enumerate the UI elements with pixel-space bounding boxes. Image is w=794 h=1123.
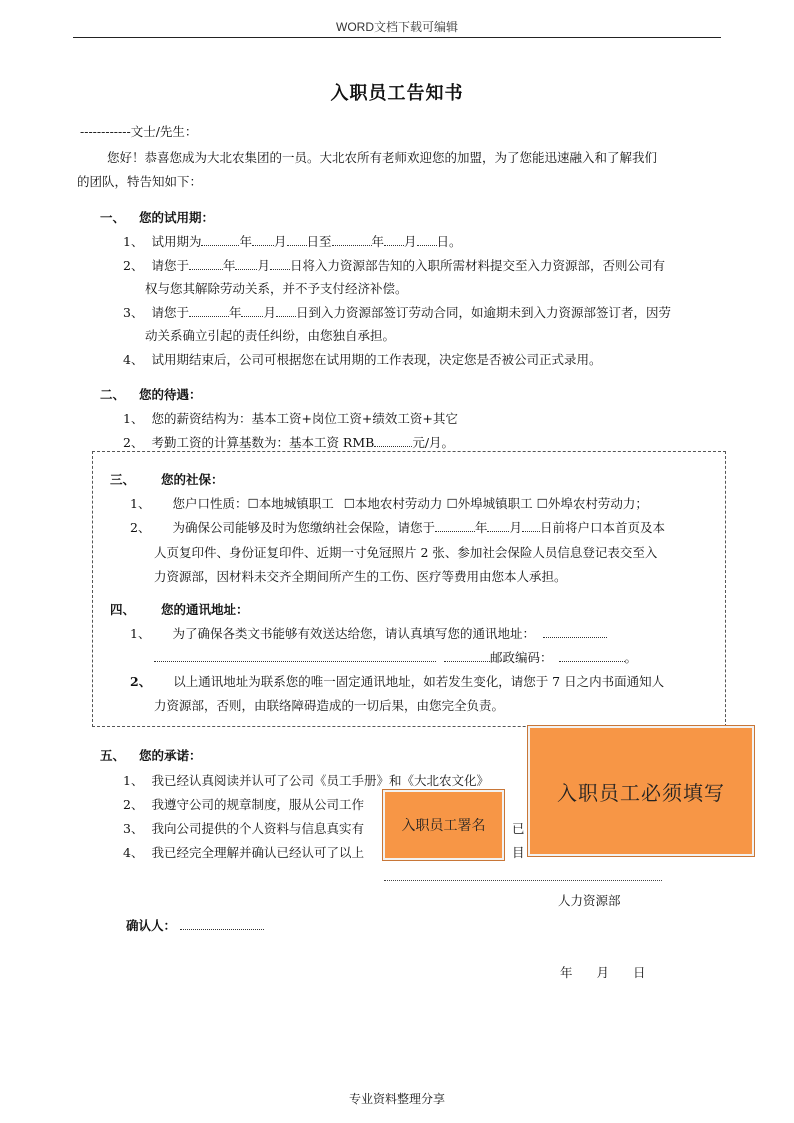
contract-year-field[interactable]: [189, 305, 229, 317]
s1-item-1-text: 试用期为: [151, 234, 202, 249]
s5-item-3-tail: 已: [512, 821, 525, 836]
s1-item-2-text: 请您于: [151, 258, 189, 273]
year-label: 年: [228, 305, 242, 320]
submit-day-field[interactable]: [270, 258, 290, 270]
hukou-option-4: 外埠农村劳动力；: [547, 496, 648, 511]
callout-must-fill: 入职员工必须填写: [528, 726, 754, 856]
header-rule: [73, 37, 721, 38]
s5-item-3-num: 3、: [123, 821, 144, 836]
s5-item-3: [123, 819, 364, 837]
trial-start-year-field[interactable]: [201, 234, 239, 246]
date-month-label: 月: [596, 965, 610, 980]
s1-item-3-text-cont: 日到入力资源部签订劳动合同，如逾期未到入力资源部签订者，因劳: [296, 305, 672, 320]
intro-line-1: 您好！恭喜您成为大北农集团的一员。大北农所有老师欢迎您的加盟，为了您能迅速融入和了解我们: [107, 150, 658, 165]
hukou-option-3: 外埠城镇职工: [457, 496, 533, 511]
s3-item-2-text: 为确保公司能够及时为您缴纳社会保险，请您于: [172, 520, 435, 535]
s3-item-2-line-2: 人页复印件、身份证复印件、近期一寸免冠照片 2 张、参加社会保险人员信息登记表交至入: [154, 545, 658, 560]
salutation-blank[interactable]: ------------: [80, 124, 131, 139]
s1-item-2: [123, 256, 665, 274]
s1-item-3-line-2: 动关系确立引起的责任纠纷，由您独自承担。: [145, 328, 396, 343]
trial-start-day-field[interactable]: [287, 234, 307, 246]
month-label: 月: [509, 520, 522, 535]
s2-item-2-num: 2、: [123, 435, 144, 450]
year-label: 年: [239, 234, 252, 249]
month-label: 月: [263, 305, 276, 320]
section2-number: 二、: [100, 387, 126, 402]
period: 。: [624, 650, 638, 665]
s4-item-2-text: 以上通讯地址为联系您的唯一固定通讯地址，如若发生变化，请您于 7 日之内书面通知人: [173, 674, 665, 689]
submit-month-field[interactable]: [235, 258, 257, 270]
hukou-label: 您户口性质：: [172, 496, 248, 511]
hr-signature-line[interactable]: [384, 880, 662, 881]
trial-end-month-field[interactable]: [384, 234, 404, 246]
s1-item-1-num: 1、: [123, 234, 144, 249]
year-label: 年: [371, 234, 385, 249]
s5-item-2-text: 我遵守公司的规章制度，服从公司工作: [151, 797, 364, 812]
checkbox-icon[interactable]: ☐: [446, 496, 458, 511]
s2-item-1: [123, 409, 458, 427]
section1-number: 一、: [100, 210, 126, 225]
section5-title: 您的承诺：: [139, 748, 202, 763]
s4-item-2-num: 2、: [130, 674, 152, 689]
section2-title: 您的待遇：: [139, 387, 202, 402]
page-footer: 专业资料整理分享: [348, 1092, 445, 1106]
s5-item-1-text: 我已经认真阅读并认可了公司《员工手册》和《大北农文化》: [151, 773, 489, 788]
s5-item-1: [123, 771, 489, 789]
address-field-1[interactable]: [543, 626, 607, 638]
s4-item-2: [130, 672, 664, 690]
s4-item-2-line-2: 力资源部，否则，由联络障碍造成的一切后果，由您完全负责。: [154, 698, 505, 713]
contract-month-field[interactable]: [241, 305, 263, 317]
section3-heading: [110, 470, 224, 488]
s4-item-1: [130, 624, 607, 642]
address-field-2[interactable]: [154, 650, 436, 662]
date-line: [560, 963, 646, 981]
insurance-day-field[interactable]: [522, 520, 540, 532]
s1-item-2-text-cont: 日将入力资源部告知的入职所需材料提交至入力资源部，否则公司有: [290, 258, 666, 273]
day-label: 日。: [436, 234, 462, 249]
s3-item-1-num: 1、: [130, 496, 151, 511]
month-label: 月: [257, 258, 270, 273]
s2-item-1-text: 您的薪资结构为：基本工资+岗位工资+绩效工资+其它: [151, 411, 458, 426]
s3-item-1: [130, 494, 648, 512]
month-label: 月: [273, 234, 287, 249]
s4-item-1-num: 1、: [130, 626, 151, 641]
hukou-option-1: 本地城镇职工: [258, 496, 334, 511]
s1-item-3: [123, 303, 671, 321]
checkbox-icon[interactable]: ☐: [247, 496, 259, 511]
section4-title: 您的通讯地址：: [161, 602, 249, 617]
insurance-year-field[interactable]: [435, 520, 475, 532]
document-title: 入职员工告知书: [330, 83, 464, 104]
salutation: [80, 122, 197, 140]
insurance-month-field[interactable]: [487, 520, 509, 532]
address-field-3[interactable]: [444, 650, 490, 662]
s1-item-3-text: 请您于: [151, 305, 189, 320]
s3-item-2-text-cont: 日前将户口本首页及本: [540, 520, 666, 535]
s4-item-1-line-2: [154, 648, 637, 666]
month-label: 月: [404, 234, 417, 249]
section5-heading: [100, 746, 202, 764]
s1-item-1: [123, 232, 462, 250]
s5-item-2: [123, 795, 364, 813]
postal-code-label: 邮政编码：: [490, 650, 553, 665]
s1-item-4-text: 试用期结束后，公司可根据您在试用期的工作表现，决定您是否被公司正式录用。: [151, 352, 602, 367]
s2-item-1-num: 1、: [123, 411, 144, 426]
contract-day-field[interactable]: [276, 305, 296, 317]
section2-heading: [100, 385, 202, 403]
s3-item-2-num: 2、: [130, 520, 151, 535]
date-year-label: 年: [560, 965, 573, 980]
s5-item-4: [123, 843, 364, 861]
s3-item-2: [130, 518, 665, 536]
intro-line-2: 的团队，特告知如下：: [77, 174, 203, 189]
s1-item-4-num: 4、: [123, 352, 144, 367]
section5-number: 五、: [100, 748, 126, 763]
page-header: WORD文档下载可编辑: [336, 20, 458, 34]
s3-item-2-line-3: 力资源部，因材料未交齐全期间所产生的工伤、医疗等费用由您本人承担。: [154, 569, 567, 584]
section1-heading: [100, 208, 214, 226]
s1-item-2-num: 2、: [123, 258, 144, 273]
base-salary-field[interactable]: [374, 435, 412, 447]
trial-end-day-field[interactable]: [417, 234, 437, 246]
year-label: 年: [222, 258, 236, 273]
section4-number: 四、: [110, 602, 136, 617]
section3-title: 您的社保：: [161, 472, 224, 487]
s1-item-3-num: 3、: [123, 305, 144, 320]
s5-item-4-tail: 目: [512, 845, 525, 860]
postal-code-field[interactable]: [559, 650, 625, 662]
section4-heading: [110, 600, 249, 618]
checkbox-icon[interactable]: ☐: [536, 496, 548, 511]
submit-year-field[interactable]: [189, 258, 223, 270]
trial-end-year-field[interactable]: [332, 234, 372, 246]
hukou-option-2: 本地农村劳动力: [354, 496, 443, 511]
callout-signature: 入职员工署名: [383, 790, 504, 860]
section1-title: 您的试用期：: [139, 210, 215, 225]
s4-item-1-text: 为了确保各类文书能够有效送达给您，请认真填写您的通讯地址：: [172, 626, 535, 641]
salutation-text: 文士/先生：: [130, 124, 198, 139]
s5-item-1-num: 1、: [123, 773, 144, 788]
date-day-label: 日: [633, 965, 646, 980]
confirm-label: 确认人：: [126, 918, 177, 933]
s2-item-2-unit: 元/月。: [412, 435, 455, 450]
hr-department-label: 人力资源部: [558, 893, 621, 908]
s5-item-3-text: 我向公司提供的个人资料与信息真实有: [151, 821, 364, 836]
year-label: 年: [474, 520, 488, 535]
day-to-label: 日至: [306, 234, 332, 249]
checkbox-icon[interactable]: ☐: [343, 496, 355, 511]
s1-item-2-line-2: 权与您其解除劳动关系，并不予支付经济补偿。: [145, 281, 408, 296]
confirm-field[interactable]: [180, 918, 264, 933]
s1-item-4: [123, 350, 601, 368]
trial-start-month-field[interactable]: [252, 234, 274, 246]
s2-item-2: [123, 433, 454, 451]
s5-item-2-num: 2、: [123, 797, 144, 812]
s5-item-4-text: 我已经完全理解并确认已经认可了以上: [151, 845, 364, 860]
section3-number: 三、: [110, 472, 136, 487]
s5-item-4-num: 4、: [123, 845, 144, 860]
s2-item-2-text: 考勤工资的计算基数为：基本工资 RMB: [151, 435, 375, 450]
